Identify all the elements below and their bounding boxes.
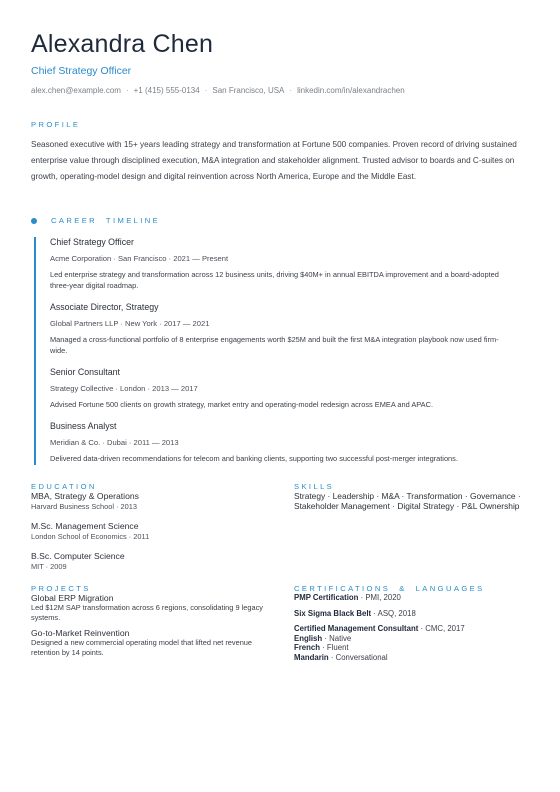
project-item <box>31 628 271 657</box>
language-level: · Native <box>322 633 352 643</box>
job-entry <box>50 367 510 410</box>
contact-email[interactable]: alex.chen@example.com <box>31 86 121 95</box>
language-name: French <box>294 643 320 652</box>
language-level: · Conversational <box>328 652 388 662</box>
job-entry <box>50 302 510 356</box>
certification-name: PMP Certification <box>294 593 359 602</box>
certification-name: Certified Management Consultant <box>294 624 419 633</box>
language-level: · Fluent <box>320 643 349 652</box>
language-name: English <box>294 633 323 643</box>
certification-name: Six Sigma Black Belt <box>294 608 372 618</box>
job-title: Associate Director, Strategy <box>50 302 159 312</box>
language-item <box>294 634 530 644</box>
projects-heading: PROJECTS <box>31 584 91 593</box>
skills-section <box>294 482 530 511</box>
certification-item <box>294 593 530 603</box>
career-timeline <box>34 237 524 465</box>
contact-line <box>31 86 405 95</box>
job-description: Managed a cross-functional portfolio of 8 enterprise engagements worth $25M and built the first M&A integration playbook now used firm-wide. <box>50 335 499 355</box>
certification-detail: · ASQ, 2018 <box>371 608 416 618</box>
certifications-heading: CERTIFICATIONS & LANGUAGES <box>294 584 485 593</box>
job-title: Business Analyst <box>50 421 117 431</box>
profile-heading: PROFILE <box>31 120 81 129</box>
education-degree: B.Sc. Computer Science <box>31 551 125 561</box>
profile-text: Seasoned executive with 15+ years leading strategy and transformation at Fortune 500 companies. Proven record of driving sustained enterprise value through disciplined execution, M&A integration and stakeholder alignment. Trusted advisor to boards and C-suites on growth, operating-model design and digital reinvention across North America, Europe and the Middle East. <box>31 140 517 181</box>
education-heading: EDUCATION <box>31 482 97 491</box>
job-meta: Global Partners LLP · New York · 2017 — 2021 <box>50 319 210 328</box>
project-item <box>31 593 271 622</box>
timeline-header <box>31 216 160 225</box>
contact-phone: +1 (415) 555-0134 <box>133 86 200 95</box>
timeline-bullet-icon <box>31 218 37 224</box>
skills-list: Strategy · Leadership · M&A · Transformation · Governance · Stakeholder Management · Digital Strategy · P&L Ownership <box>294 491 521 511</box>
projects-section <box>31 584 271 657</box>
certification-item <box>294 609 530 619</box>
project-title: Go-to-Market Reinvention <box>31 628 130 638</box>
job-meta: Strategy Collective · London · 2013 — 2017 <box>50 384 198 393</box>
education-degree: M.Sc. Management Science <box>31 521 139 531</box>
certification-item <box>294 624 530 634</box>
education-item <box>31 521 271 541</box>
job-entry <box>50 421 510 464</box>
job-description: Led enterprise strategy and transformation across 12 business units, driving $40M+ in annual EBITDA improvement and a board-adopted three-year digital roadmap. <box>50 270 499 290</box>
certification-detail: · CMC, 2017 <box>418 624 465 633</box>
separator: · <box>204 86 208 95</box>
job-title: Chief Strategy Officer <box>50 237 134 247</box>
language-item <box>294 643 530 653</box>
education-item <box>31 491 271 511</box>
job-meta: Acme Corporation · San Francisco · 2021 — Present <box>50 254 229 263</box>
job-meta: Meridian & Co. · Dubai · 2011 — 2013 <box>50 438 179 447</box>
certification-detail: · PMI, 2020 <box>358 593 401 602</box>
job-description: Delivered data-driven recommendations for telecom and banking clients, supporting two successful post-merger integrations. <box>50 454 458 463</box>
education-section <box>31 482 271 571</box>
job-entry <box>50 237 510 291</box>
skills-heading: SKILLS <box>294 482 335 491</box>
education-school: Harvard Business School · 2013 <box>31 502 137 511</box>
separator: · <box>289 86 293 95</box>
contact-location: San Francisco, USA <box>212 86 285 95</box>
project-title: Global ERP Migration <box>31 593 114 603</box>
project-description: Led $12M SAP transformation across 6 regions, consolidating 9 legacy systems. <box>31 603 263 622</box>
language-item <box>294 653 530 663</box>
education-school: MIT · 2009 <box>31 562 67 571</box>
job-title: Senior Consultant <box>50 367 120 377</box>
education-degree: MBA, Strategy & Operations <box>31 491 139 501</box>
candidate-name: Alexandra Chen <box>31 30 214 58</box>
contact-linkedin[interactable]: linkedin.com/in/alexandrachen <box>297 86 405 95</box>
job-description: Advised Fortune 500 clients on growth strategy, market entry and operating-model redesign across EMEA and APAC. <box>50 400 434 409</box>
education-item <box>31 551 271 571</box>
candidate-role: Chief Strategy Officer <box>31 65 132 77</box>
education-school: London School of Economics · 2011 <box>31 532 150 541</box>
language-name: Mandarin <box>294 652 329 662</box>
project-description: Designed a new commercial operating model that lifted net revenue retention by 14 points. <box>31 638 253 657</box>
separator: · <box>125 86 129 95</box>
certifications-section <box>294 584 530 662</box>
timeline-heading: CAREER TIMELINE <box>51 216 161 225</box>
